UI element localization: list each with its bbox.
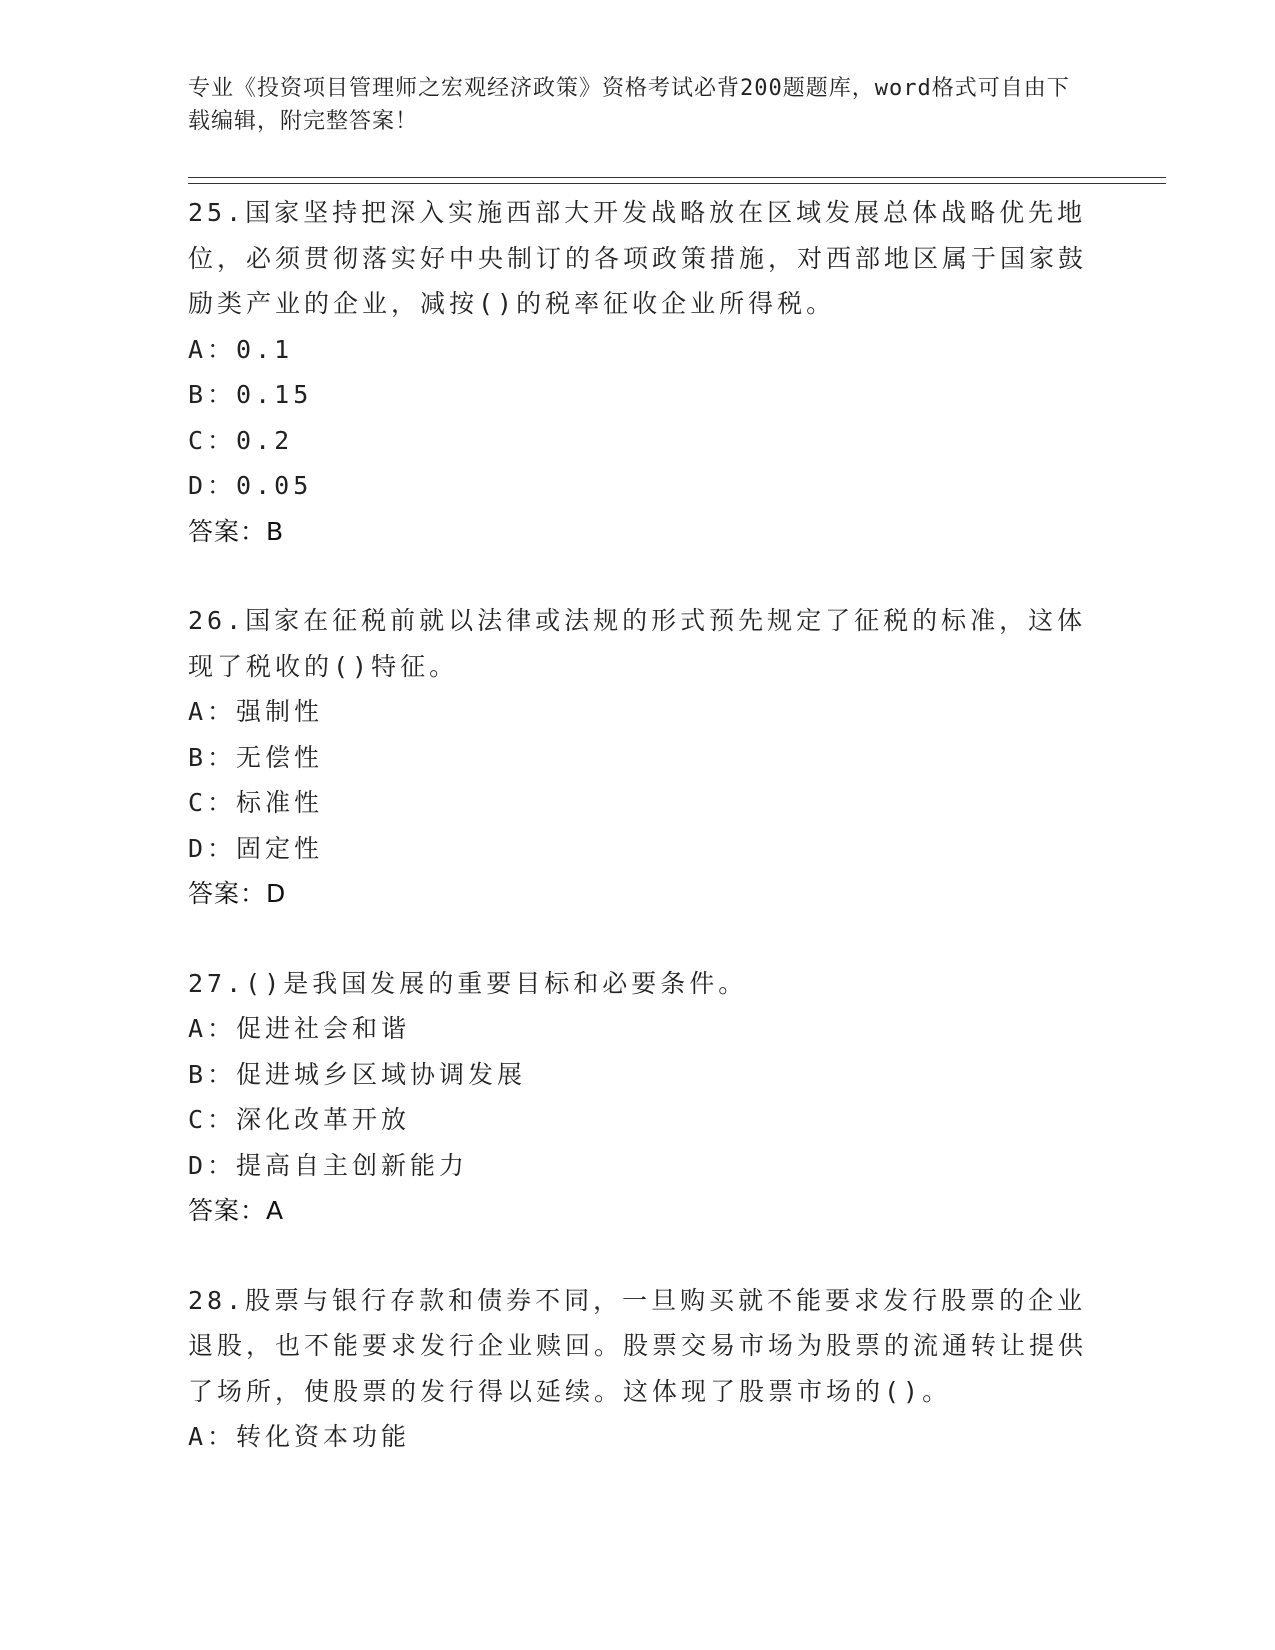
question-item (188, 1278, 1088, 1460)
option-a: A：促进社会和谐 (188, 1014, 411, 1043)
option-d: D：提高自主创新能力 (188, 1150, 469, 1180)
option-c: C：0.2 (188, 425, 294, 455)
option-b: B：促进城乡区域协调发展 (188, 1059, 527, 1089)
question-text: 28.股票与银行存款和债券不同，一旦购买就不能要求发行股票的企业退股，也不能要求发行企业赎回。股票交易市场为股票的流通转让提供了场所，使股票的发行得以延续。这体现了股票市场的()。 (188, 1285, 1088, 1406)
answer-text: 答案：B (188, 516, 285, 546)
option-c: C：深化改革开放 (188, 1105, 411, 1134)
answer-text: 答案：D (188, 879, 287, 908)
question-text: 25.国家坚持把深入实施西部大开发战略放在区域发展总体战略优先地位，必须贯彻落实好中央制订的各项政策措施，对西部地区属于国家鼓励类产业的企业，减按()的税率征收企业所得税。 (188, 198, 1088, 318)
answer-text: 答案：A (188, 1196, 285, 1225)
option-a: A：转化资本功能 (188, 1422, 411, 1451)
option-b: B：无偿性 (188, 742, 324, 772)
option-c: C：标准性 (188, 788, 324, 817)
question-text: 27.()是我国发展的重要目标和必要条件。 (188, 968, 748, 998)
option-a: A：0.1 (188, 334, 294, 364)
question-text: 26.国家在征税前就以法律或法规的形式预先规定了征税的标准，这体现了税收的()特征。 (188, 606, 1087, 681)
option-d: D：0.05 (188, 471, 313, 500)
question-item (188, 190, 1088, 554)
header-divider-top (188, 177, 1166, 178)
question-item (188, 961, 1088, 1234)
option-a: A：强制性 (188, 697, 324, 726)
option-d: D：固定性 (188, 833, 324, 863)
document-header: 专业《投资项目管理师之宏观经济政策》资格考试必背200题题库，word格式可自由下载编辑，附完整答案！ (188, 76, 1070, 134)
question-list (188, 190, 1088, 1504)
question-item (188, 598, 1088, 917)
header-divider-bottom (188, 183, 1166, 184)
option-b: B：0.15 (188, 380, 313, 409)
